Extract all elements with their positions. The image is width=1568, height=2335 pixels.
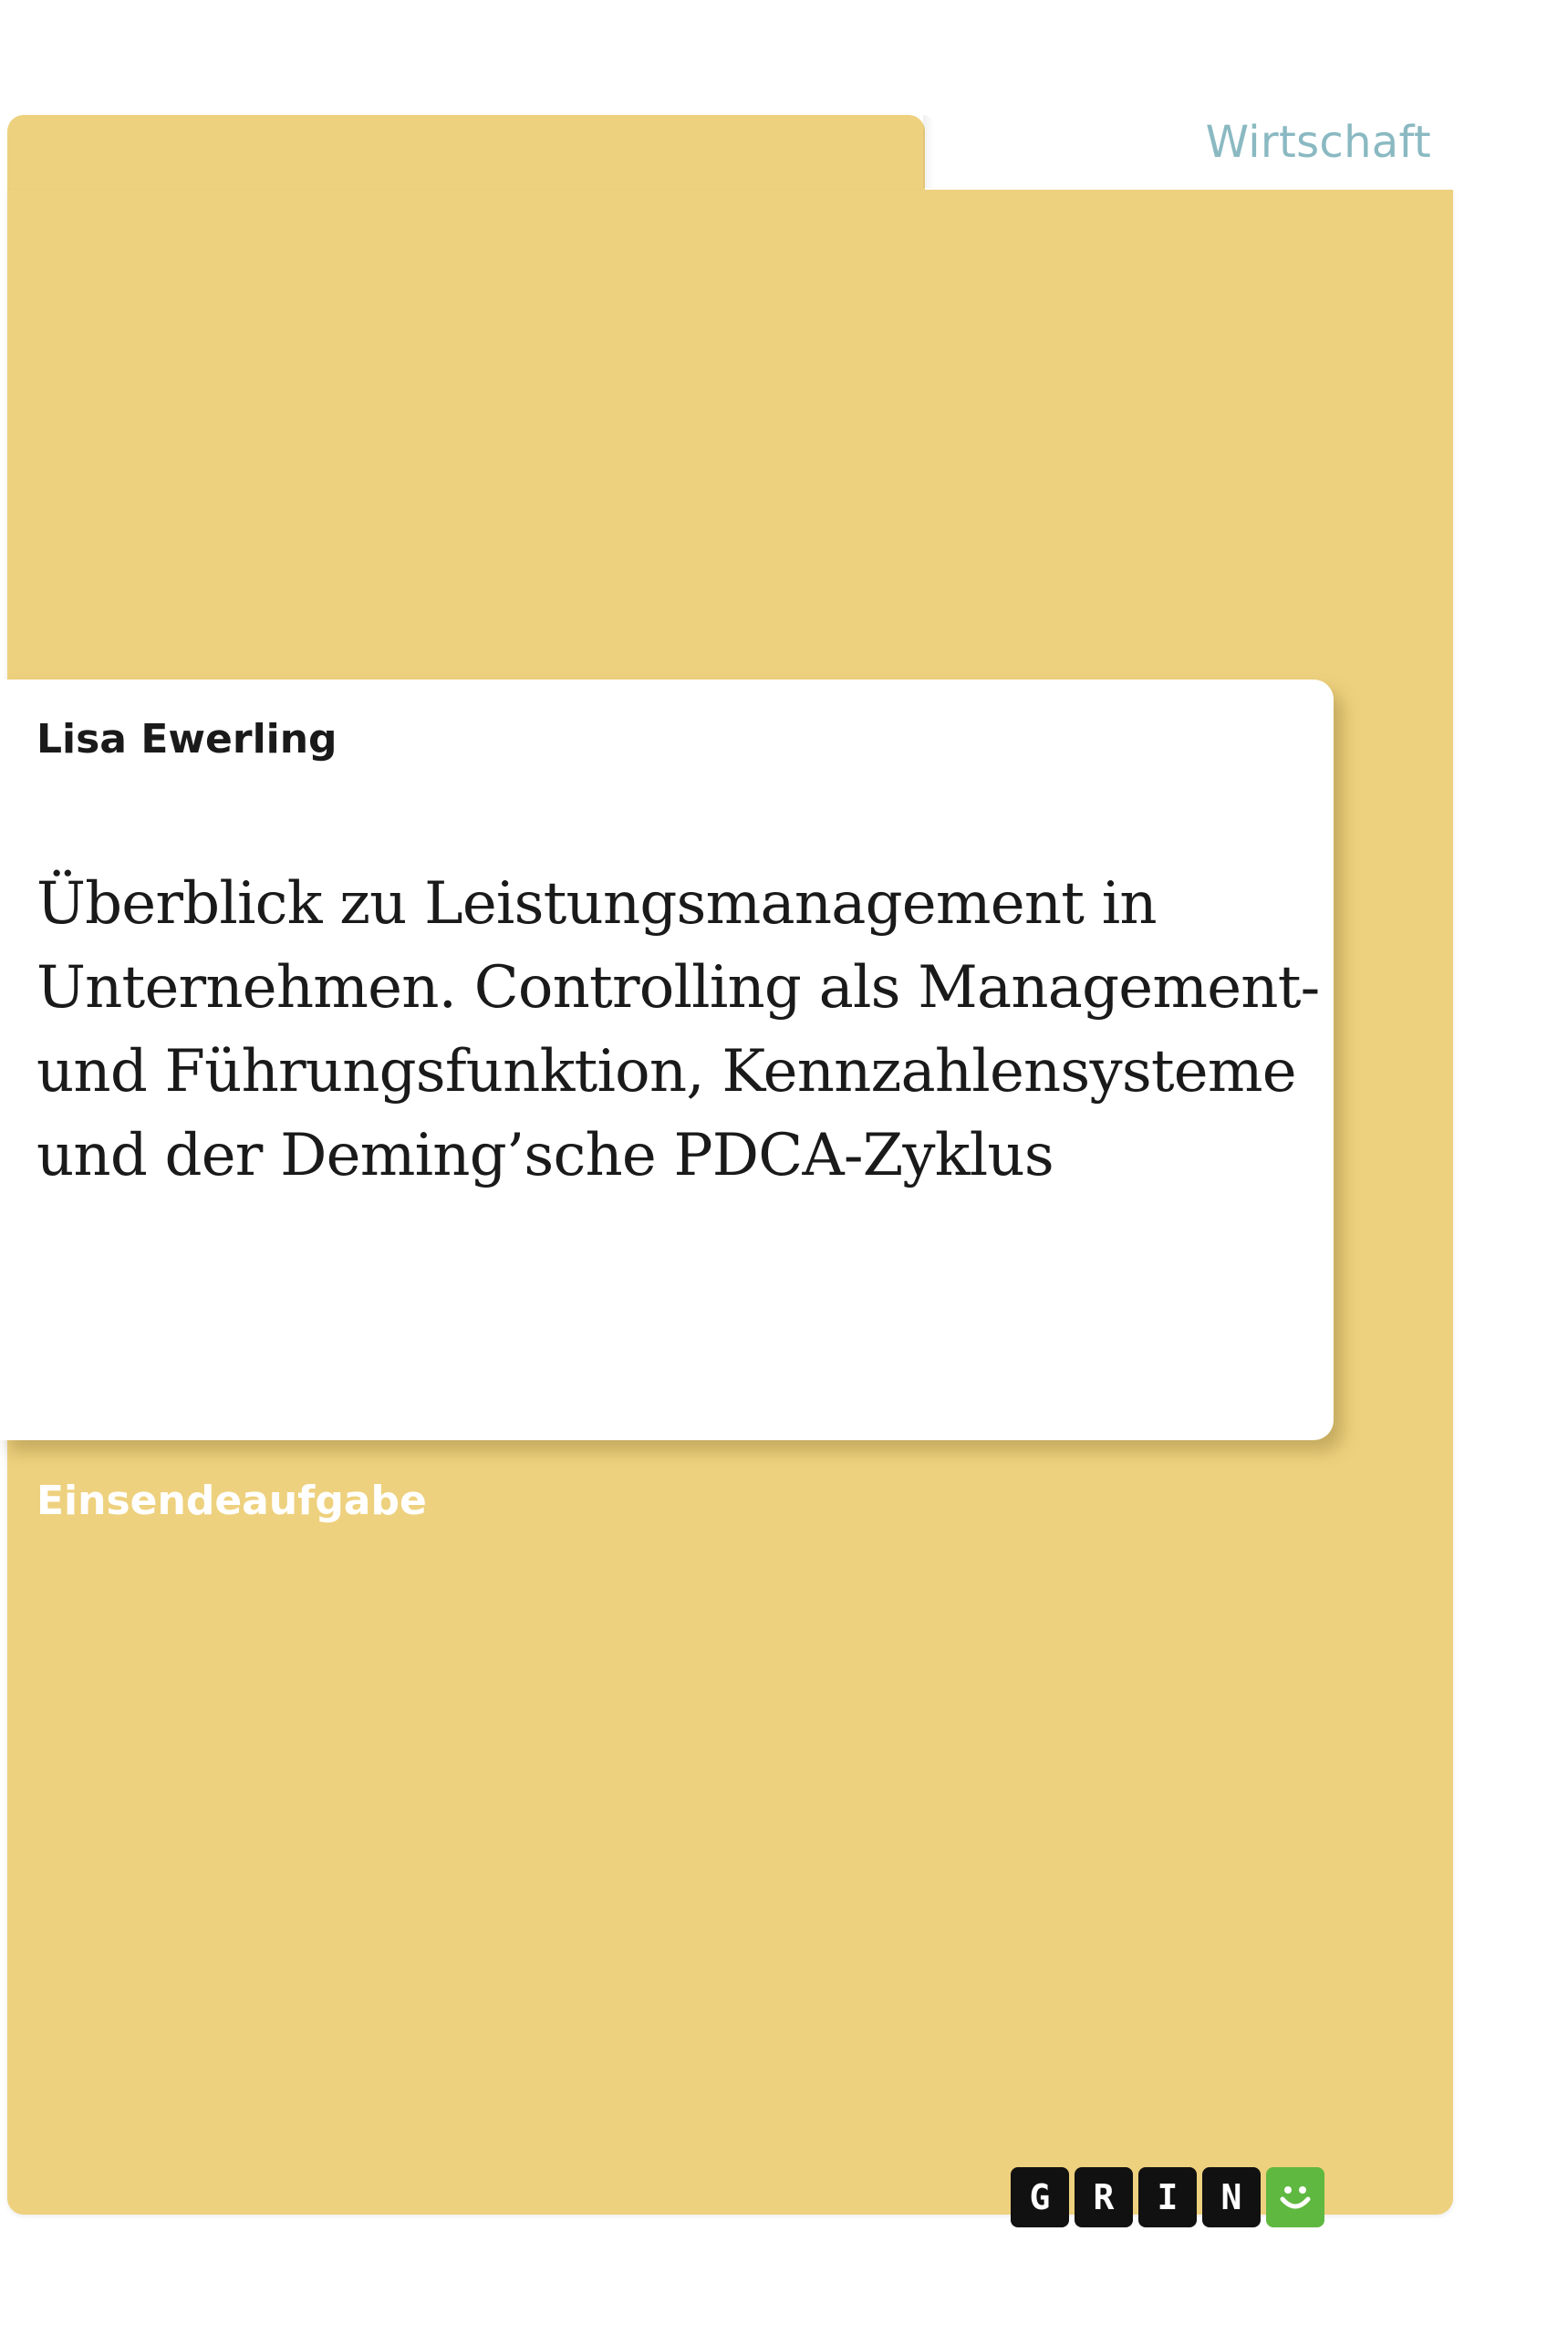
logo-letter-i: I xyxy=(1138,2167,1197,2227)
publisher-logo xyxy=(1011,2167,1324,2227)
logo-letter-n: N xyxy=(1202,2167,1261,2227)
author-name: Lisa Ewerling xyxy=(36,716,337,763)
smiley-icon xyxy=(1266,2167,1324,2227)
category-label: Wirtschaft xyxy=(1205,117,1431,168)
book-title: Überblick zu Leistungsmanagement in Unternehmen. Controlling als Management- und Führungsfunktion, Kennzahlensysteme und der Deming’sche PDCA-Zyklus xyxy=(36,870,1320,1189)
logo-letter-g: G xyxy=(1011,2167,1069,2227)
logo-letter-r: R xyxy=(1075,2167,1133,2227)
document-type: Einsendeaufgabe xyxy=(36,1478,427,1524)
title-card xyxy=(0,680,1334,1440)
